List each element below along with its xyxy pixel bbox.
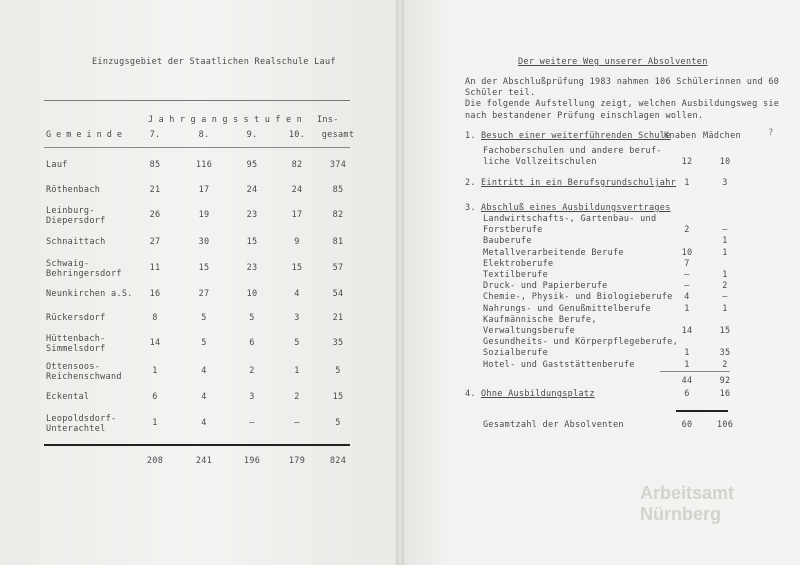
item-label-line1: Elektroberufe bbox=[483, 258, 554, 269]
cell-value: 24 bbox=[291, 185, 303, 195]
list-item bbox=[483, 337, 678, 359]
name-line1: Schwaig- bbox=[46, 259, 90, 269]
right-page-title: Der weitere Weg unserer Absolventen bbox=[518, 57, 708, 67]
row-gemeinde-name bbox=[46, 160, 68, 170]
cell-value: 9 bbox=[294, 237, 300, 247]
item-label-line1: Kaufmännische Berufe, bbox=[483, 314, 597, 325]
table-row bbox=[0, 392, 398, 416]
cell-value: 4 bbox=[201, 418, 207, 428]
header-bottom-rule bbox=[44, 147, 350, 148]
grand-total-rule bbox=[676, 410, 728, 412]
cell-value: 23 bbox=[246, 210, 258, 220]
show-through-text: Arbeitsamt Nürnberg bbox=[640, 483, 735, 524]
cell-value: 6 bbox=[249, 338, 255, 348]
table-row bbox=[0, 362, 398, 390]
table-row bbox=[0, 237, 398, 261]
name-line1: Röthenbach bbox=[46, 185, 101, 195]
section-3-subtotal-knaben: 44 bbox=[681, 376, 693, 386]
item-label-line1: Landwirtschafts-, Gartenbau- und bbox=[483, 214, 657, 224]
list-item bbox=[483, 304, 651, 315]
cell-value: 8 bbox=[152, 313, 158, 323]
list-item bbox=[483, 281, 608, 292]
name-line1: Eckental bbox=[46, 392, 90, 402]
name-line2: Simmelsdorf bbox=[46, 344, 106, 354]
subtotal-rule bbox=[660, 371, 730, 372]
cell-value: 11 bbox=[149, 263, 161, 273]
column-header-maedchen: Mädchen bbox=[703, 131, 741, 141]
list-item bbox=[483, 292, 673, 303]
cell-value: 6 bbox=[152, 392, 158, 402]
item-maedchen: 2 bbox=[722, 281, 728, 292]
item-maedchen: 1 bbox=[722, 270, 728, 280]
item-label-line1: Fachoberschulen und andere beruf- bbox=[483, 146, 662, 156]
row-gemeinde-name bbox=[46, 259, 122, 279]
item-maedchen: – bbox=[722, 292, 728, 303]
item-knaben: – bbox=[684, 281, 690, 292]
section-3-subtotal-maedchen: 92 bbox=[719, 376, 731, 386]
cell-value: 3 bbox=[249, 392, 255, 402]
cell-value: 26 bbox=[149, 210, 161, 220]
section-number: 2. bbox=[465, 178, 476, 188]
cell-value: 19 bbox=[198, 210, 210, 220]
section-4-heading bbox=[465, 389, 595, 399]
item-knaben: 1 bbox=[684, 359, 690, 370]
list-item bbox=[483, 214, 656, 236]
intro-line: An der Abschlußprüfung 1983 nahmen 106 Schülerinnen und 60 bbox=[465, 77, 780, 87]
item-knaben: 14 bbox=[681, 326, 693, 336]
item-maedchen: 1 bbox=[722, 247, 728, 258]
item-label-line1: Druck- und Papierberufe bbox=[483, 281, 608, 292]
section-label: Besuch einer weiterführenden Schule bbox=[481, 131, 671, 141]
section-2-heading bbox=[465, 178, 676, 188]
cell-insgesamt: 54 bbox=[332, 289, 344, 299]
section-label: Eintritt in ein Berufsgrundschuljahr bbox=[481, 178, 677, 188]
cell-value: 5 bbox=[249, 313, 255, 323]
cell-insgesamt: 5 bbox=[335, 418, 341, 428]
item-label-line1: Metallverarbeitende Berufe bbox=[483, 247, 624, 258]
header-gemeinde: Gemeinde bbox=[46, 130, 127, 140]
list-item bbox=[483, 360, 635, 371]
name-line1: Neunkirchen a.S. bbox=[46, 289, 133, 299]
cell-value: 17 bbox=[291, 210, 303, 220]
table-row bbox=[0, 160, 398, 184]
item-label-line2: Verwaltungsberufe bbox=[483, 326, 576, 336]
item-label-line1: Hotel- und Gaststättenberufe bbox=[483, 359, 635, 370]
item-label-line1: Nahrungs- und Genußmittelberufe bbox=[483, 303, 651, 314]
item-maedchen: 15 bbox=[719, 326, 731, 336]
intro-line: Die folgende Aufstellung zeigt, welchen Ausbildungsweg sie bbox=[465, 99, 780, 110]
row-gemeinde-name bbox=[46, 185, 100, 195]
cell-value: 116 bbox=[195, 160, 213, 170]
item-label-line1: Chemie-, Physik- und Biologieberufe bbox=[483, 292, 673, 303]
total-insgesamt: 824 bbox=[329, 456, 347, 466]
cell-insgesamt: 82 bbox=[332, 210, 344, 220]
cell-value: 5 bbox=[201, 338, 207, 348]
table-row bbox=[0, 334, 398, 362]
row-gemeinde-name bbox=[46, 206, 106, 226]
cell-value: 27 bbox=[198, 289, 210, 299]
cell-insgesamt: 85 bbox=[332, 185, 344, 195]
cell-value: 2 bbox=[249, 366, 255, 376]
item-maedchen: 35 bbox=[719, 348, 731, 359]
cell-insgesamt: 15 bbox=[332, 392, 344, 402]
section-4-maedchen: 16 bbox=[719, 389, 731, 399]
item-maedchen: – bbox=[722, 225, 728, 236]
header-col-7: 7. bbox=[149, 130, 161, 140]
section-2-knaben: 1 bbox=[684, 178, 690, 188]
cell-value: 3 bbox=[294, 313, 300, 323]
name-line2: Unterachtel bbox=[46, 424, 106, 434]
cell-insgesamt: 81 bbox=[332, 237, 344, 247]
name-line2: Behringersdorf bbox=[46, 269, 122, 279]
cell-value: 4 bbox=[294, 289, 300, 299]
row-gemeinde-name bbox=[46, 362, 122, 382]
name-line1: Rückersdorf bbox=[46, 313, 106, 323]
total-col-8: 241 bbox=[195, 456, 213, 466]
total-col-7: 208 bbox=[146, 456, 164, 466]
row-gemeinde-name bbox=[46, 334, 106, 354]
item-maedchen: 2 bbox=[722, 359, 728, 370]
section-2-maedchen: 3 bbox=[722, 178, 728, 188]
cell-value: 15 bbox=[198, 263, 210, 273]
item-label-line1: Gesundheits- und Körperpflegeberufe, bbox=[483, 337, 679, 348]
cell-value: 5 bbox=[201, 313, 207, 323]
list-item bbox=[483, 270, 548, 281]
item-knaben: 10 bbox=[681, 247, 693, 258]
name-line1: Ottensoos- bbox=[46, 362, 101, 372]
cell-value: 15 bbox=[246, 237, 258, 247]
row-gemeinde-name bbox=[46, 289, 133, 299]
row-gemeinde-name bbox=[46, 237, 106, 247]
list-item bbox=[483, 259, 553, 270]
list-item bbox=[483, 248, 624, 259]
name-line1: Hüttenbach- bbox=[46, 334, 106, 344]
cell-value: 21 bbox=[149, 185, 161, 195]
section-1-item bbox=[483, 146, 662, 168]
margin-mark: ? bbox=[768, 128, 774, 138]
intro-line: nach bestandener Prüfung einschlagen wollen. bbox=[465, 110, 704, 121]
header-col-10: 10. bbox=[288, 130, 306, 140]
column-header-knaben: Knaben bbox=[664, 131, 697, 141]
item-knaben: 1 bbox=[684, 303, 690, 314]
section-number: 4. bbox=[465, 389, 476, 399]
cell-insgesamt: 374 bbox=[329, 160, 347, 170]
table-row bbox=[0, 289, 398, 313]
cell-insgesamt: 5 bbox=[335, 366, 341, 376]
header-col-8: 8. bbox=[198, 130, 210, 140]
item-knaben: 1 bbox=[684, 348, 690, 359]
grand-total-label: Gesamtzahl der Absolventen bbox=[483, 420, 624, 430]
row-gemeinde-name bbox=[46, 313, 106, 323]
cell-value: 27 bbox=[149, 237, 161, 247]
cell-value: 16 bbox=[149, 289, 161, 299]
name-line2: Diepersdorf bbox=[46, 216, 106, 226]
left-page-title: Einzugsgebiet der Staatlichen Realschule Lauf bbox=[92, 57, 336, 67]
section-3-heading bbox=[465, 203, 671, 213]
name-line1: Leinburg- bbox=[46, 206, 95, 216]
section-number: 3. bbox=[465, 203, 476, 213]
item-knaben: 2 bbox=[684, 225, 690, 236]
cell-value: 82 bbox=[291, 160, 303, 170]
cell-value: 15 bbox=[291, 263, 303, 273]
item-label-line1: Textilberufe bbox=[483, 270, 549, 280]
cell-insgesamt: 21 bbox=[332, 313, 344, 323]
header-insgesamt-line2: gesamt bbox=[321, 130, 355, 140]
header-insgesamt-line1: Ins- bbox=[317, 115, 339, 125]
section-label: Abschluß eines Ausbildungsvertrages bbox=[481, 203, 671, 213]
cell-value: 4 bbox=[201, 366, 207, 376]
item-knaben: 4 bbox=[684, 292, 690, 303]
table-top-rule bbox=[44, 100, 350, 101]
item-maedchen: 1 bbox=[722, 303, 728, 314]
cell-value: – bbox=[294, 418, 300, 428]
intro-line: Schüler teil. bbox=[465, 88, 536, 99]
section-1-knaben: 12 bbox=[681, 157, 693, 167]
item-knaben: – bbox=[684, 270, 690, 280]
item-label-line2: Sozialberufe bbox=[483, 348, 549, 359]
grand-total-maedchen: 106 bbox=[716, 420, 734, 430]
section-label: Ohne Ausbildungsplatz bbox=[481, 389, 595, 399]
cell-value: 85 bbox=[149, 160, 161, 170]
total-col-9: 196 bbox=[243, 456, 261, 466]
cell-insgesamt: 57 bbox=[332, 263, 344, 273]
cell-value: 5 bbox=[294, 338, 300, 348]
row-gemeinde-name bbox=[46, 414, 116, 434]
total-col-10: 179 bbox=[288, 456, 306, 466]
cell-value: 1 bbox=[294, 366, 300, 376]
name-line1: Lauf bbox=[46, 160, 68, 170]
header-col-9: 9. bbox=[246, 130, 258, 140]
item-label-line2: Forstberufe bbox=[483, 225, 543, 236]
intro-paragraph bbox=[465, 77, 779, 122]
name-line2: Reichenschwand bbox=[46, 372, 122, 382]
cell-insgesamt: 35 bbox=[332, 338, 344, 348]
cell-value: 1 bbox=[152, 366, 158, 376]
section-1-heading bbox=[465, 131, 671, 141]
list-item bbox=[483, 236, 532, 247]
section-number: 1. bbox=[465, 131, 476, 141]
totals-rule bbox=[44, 444, 350, 446]
header-jahrgangsstufen: Jahrgangsstufen bbox=[148, 115, 308, 125]
cell-value: 14 bbox=[149, 338, 161, 348]
list-item bbox=[483, 315, 597, 337]
item-label-line1: Bauberufe bbox=[483, 236, 532, 247]
cell-value: 17 bbox=[198, 185, 210, 195]
grand-total-knaben: 60 bbox=[681, 420, 693, 430]
section-4-knaben: 6 bbox=[684, 389, 690, 399]
name-line1: Leopoldsdorf- bbox=[46, 414, 117, 424]
item-maedchen: 1 bbox=[722, 236, 728, 247]
section-1-maedchen: 10 bbox=[719, 157, 731, 167]
table-row bbox=[0, 414, 398, 442]
cell-value: 2 bbox=[294, 392, 300, 402]
cell-value: 30 bbox=[198, 237, 210, 247]
cell-value: 1 bbox=[152, 418, 158, 428]
item-label-line2: liche Vollzeitschulen bbox=[483, 157, 597, 168]
cell-value: 10 bbox=[246, 289, 258, 299]
cell-value: 4 bbox=[201, 392, 207, 402]
cell-value: – bbox=[249, 418, 255, 428]
cell-value: 95 bbox=[246, 160, 258, 170]
name-line1: Schnaittach bbox=[46, 237, 106, 247]
cell-value: 24 bbox=[246, 185, 258, 195]
item-knaben: 7 bbox=[684, 258, 690, 269]
table-row bbox=[0, 259, 398, 287]
cell-value: 23 bbox=[246, 263, 258, 273]
row-gemeinde-name bbox=[46, 392, 89, 402]
table-row bbox=[0, 206, 398, 234]
